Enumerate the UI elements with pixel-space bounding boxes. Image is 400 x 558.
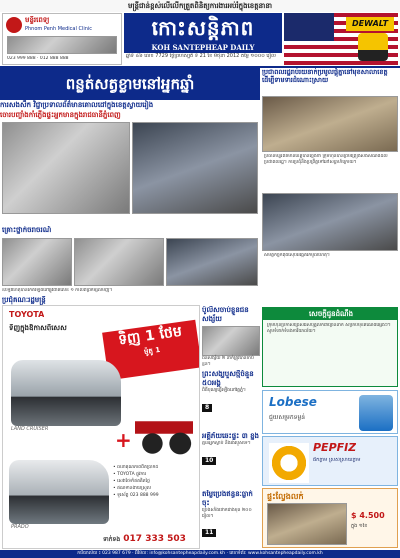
center-story[interactable] (202, 370, 260, 430)
center-story-text: ប្រេងសាំងថោកជាងមុន ២០០ រៀល។ (202, 508, 252, 519)
page-number[interactable]: 8 (202, 404, 212, 412)
center-story-title: តម្លៃប្រេងឥន្ធនៈធ្លាក់ចុះ (202, 490, 253, 507)
promo-small: ម៉ូតូ 1 (143, 345, 161, 357)
clinic-ad[interactable] (2, 13, 122, 65)
dewalt-logo: DEWALT (346, 17, 394, 31)
bullet-item: • ឥណទានងាយស្រួល (113, 486, 152, 491)
main-photo-left[interactable] (2, 122, 130, 214)
property-price: $ 4.500 (351, 511, 385, 520)
footer: ការិយាល័យ ៖ 023 987 679 · អ៊ីម៉ែល: info@kohsantepheapdaily.com.kh · គេហទំព័រ: www.kohsantepheapdaily.com.kh (0, 550, 400, 558)
dateline: ឆ្នាំទី ៤៦ លេខ 7729 ថ្ងៃព្រហស្បតិ៍ ទី 21 ខែ មិថុនា 2012 តម្លៃ ១០០០ រៀល (124, 53, 282, 65)
mid-photo-a[interactable] (2, 238, 72, 286)
pepfiz-ad[interactable] (262, 436, 398, 486)
subheadline-red: ចោរបញ្ចាំងកាំភ្លើងផ្ទះអ្នកមានក្នុងរាជធានីភ្នំពេញ (0, 111, 121, 119)
motorcycle-image (135, 406, 193, 456)
bullet-item: • ទូរស័ព្ទ 023 888 999 (113, 493, 159, 498)
center-story[interactable] (202, 306, 260, 366)
toyota-bullets (113, 464, 199, 499)
center-story-text: គ្មានអ្នកស្លាប់ និងរងរបួសទេ។ (202, 441, 251, 446)
clinic-title: មន្ទីរពេទ្យ (25, 16, 50, 24)
lobese-ad[interactable] (262, 390, 398, 434)
page-number[interactable]: 11 (202, 529, 216, 537)
pepfiz-tagline: ផឹកភ្លាម ស្រស់ស្រាយភ្លាម (313, 457, 361, 463)
masthead-title: កោះសន្តិភាព (151, 16, 255, 40)
subheadline: ការសងសឹក វិជ្ជាប្រទាលព័ត៌មានគោលដៅក្នុងខេត្តស្វាយរៀង (0, 101, 154, 109)
right-photo-bottom[interactable] (262, 193, 398, 251)
mid-story-a[interactable] (2, 226, 258, 238)
mid-story-c-title[interactable]: ប្រជុំគណៈរដ្ឋមន្ត្រី (2, 296, 46, 304)
center-story-photo (202, 326, 260, 356)
toyota-phone-row[interactable] (103, 534, 199, 544)
plus-icon: + (115, 428, 132, 452)
property-ad[interactable] (262, 488, 398, 548)
lobese-product-icon (359, 395, 393, 431)
main-photo-caption-row (2, 214, 258, 223)
property-photo (267, 503, 347, 545)
land-cruiser-car-image (11, 360, 121, 426)
phone-prefix: ទាក់ទង (103, 536, 121, 543)
right-page-row-2 (264, 296, 396, 305)
center-story-title: ប៉ូលិសចាប់ខ្លួនជនសង្ស័យ (202, 306, 249, 323)
land-cruiser-label: LAND CRUISER (11, 426, 49, 432)
bullet-item: • ធានាគុណភាពពិតប្រាកដ (113, 465, 159, 470)
special-text: ក្រុមហ៊ុនប្រកាសជ្រើសរើសបុគ្គលិកជាច្រើននាក់ សម្រាប់មុខតំណែងផ្សេងៗ។ សូមទំនាក់ទំនងការិយាល័យ។ (267, 323, 391, 334)
prado-label: PRADO (11, 524, 29, 530)
property-unit: ក្នុង ១ខែ (351, 523, 368, 529)
top-banner: មន្ត្រីជាន់ខ្ពស់លើលើកត្រួតពិនិត្យការងារអប់រំក្នុងខេត្តនានា (0, 0, 400, 12)
drill-icon (358, 33, 388, 61)
toyota-ad[interactable] (2, 305, 200, 549)
mid-photo-c[interactable] (166, 238, 258, 286)
toyota-headline: ទិញក្នុងឱកាសពិសេស (9, 324, 67, 332)
promo-big: ទិញ 1 ថែម (117, 323, 183, 349)
right-photo-top[interactable] (262, 96, 398, 152)
page-number[interactable]: 10 (202, 457, 216, 465)
lobese-tagline: ជួយសម្រកទម្ងន់ (269, 414, 306, 421)
flag-canton (284, 13, 334, 41)
mid-photo-b[interactable] (74, 238, 164, 286)
right-headline[interactable]: ប្រជាពលរដ្ឋរាប់រយនាក់ប្រមូលផ្តុំគ្នានៅមុខសាលាខេត្តដើម្បីទាមទារដំណោះស្រាយ (262, 68, 388, 84)
mid-story-a-text: ឧបទ្ទវហេតុបានកើតឡើងនៅផ្លូវជាតិលេខ ១ កាលពីព្រឹកម្សិលមិញ។ (2, 288, 113, 293)
clinic-logo-icon (6, 17, 22, 33)
toyota-logo: TOYOTA (9, 310, 45, 319)
center-story-title: ព្រះសង្ឃបួសថ្មីចំនួន ៥០អង្គ (202, 370, 254, 387)
masthead-subtitle: KOH SANTEPHEAP DAILY (124, 43, 282, 52)
property-title: ផ្ទះល្វែងលក់ (267, 492, 304, 501)
pepfiz-logo: PEPFIZ (313, 441, 357, 454)
center-story-text: ពិធីបុណ្យធ្វើឡើងនៅវត្តភ្នំ។ (202, 388, 246, 393)
main-headline[interactable]: ពន្លត់សត្វខ្លាមនៅអ្នកឆ្នាំ (0, 68, 260, 100)
right-text-2: សមត្ថកិច្ចកំពុងស៊ើបអង្កេតរកមូលហេតុ។ (264, 253, 330, 258)
right-text: ប្រធានមន្ទីរព័ត៌មានខេត្តបានថ្លែងថា ក្រុមហ៊ុនបានព្រមព្រៀងសងសំណងដល់ប្រជាពលរដ្ឋ។ ការប្រជុំនឹងប្រព្រឹត្តទៅនៅសប្ដាហ៍ក្រោយ។ (264, 154, 388, 165)
special-heading: សេចក្តីជូនដំណឹង (263, 308, 398, 320)
toyota-phone[interactable]: 017 333 503 (123, 534, 186, 544)
lobese-logo: Lobese (269, 395, 317, 409)
center-story-text: ជនសង្ស័យ ២ នាក់ត្រូវបានចាប់ខ្លួន។ (202, 356, 254, 366)
dewalt-ad[interactable] (284, 13, 398, 65)
clinic-subtitle: Phnom Penh Medical Clinic (25, 26, 93, 32)
prado-car-image (9, 460, 109, 524)
main-photo-right[interactable] (132, 122, 258, 214)
center-story[interactable] (202, 490, 260, 546)
masthead (124, 13, 282, 53)
center-story-title: អគ្គិភ័យឆេះផ្ទះ ៣ ខ្នង (202, 432, 259, 440)
bullet-item: • TOYOTA ផ្លូវការ (113, 472, 147, 477)
right-page-row (264, 182, 396, 191)
clinic-photo (7, 36, 117, 54)
center-story[interactable] (202, 432, 260, 488)
pepfiz-product-icon (269, 443, 309, 483)
mid-story-a-title: គ្រោះថ្នាក់ចរាចរណ៍ (2, 226, 52, 234)
special-notice[interactable] (262, 307, 398, 387)
bullet-item: • សេវាថែទាំឥតគិតថ្លៃ (113, 479, 150, 484)
clinic-phone: 023 999 888 · 012 888 888 (7, 56, 69, 61)
